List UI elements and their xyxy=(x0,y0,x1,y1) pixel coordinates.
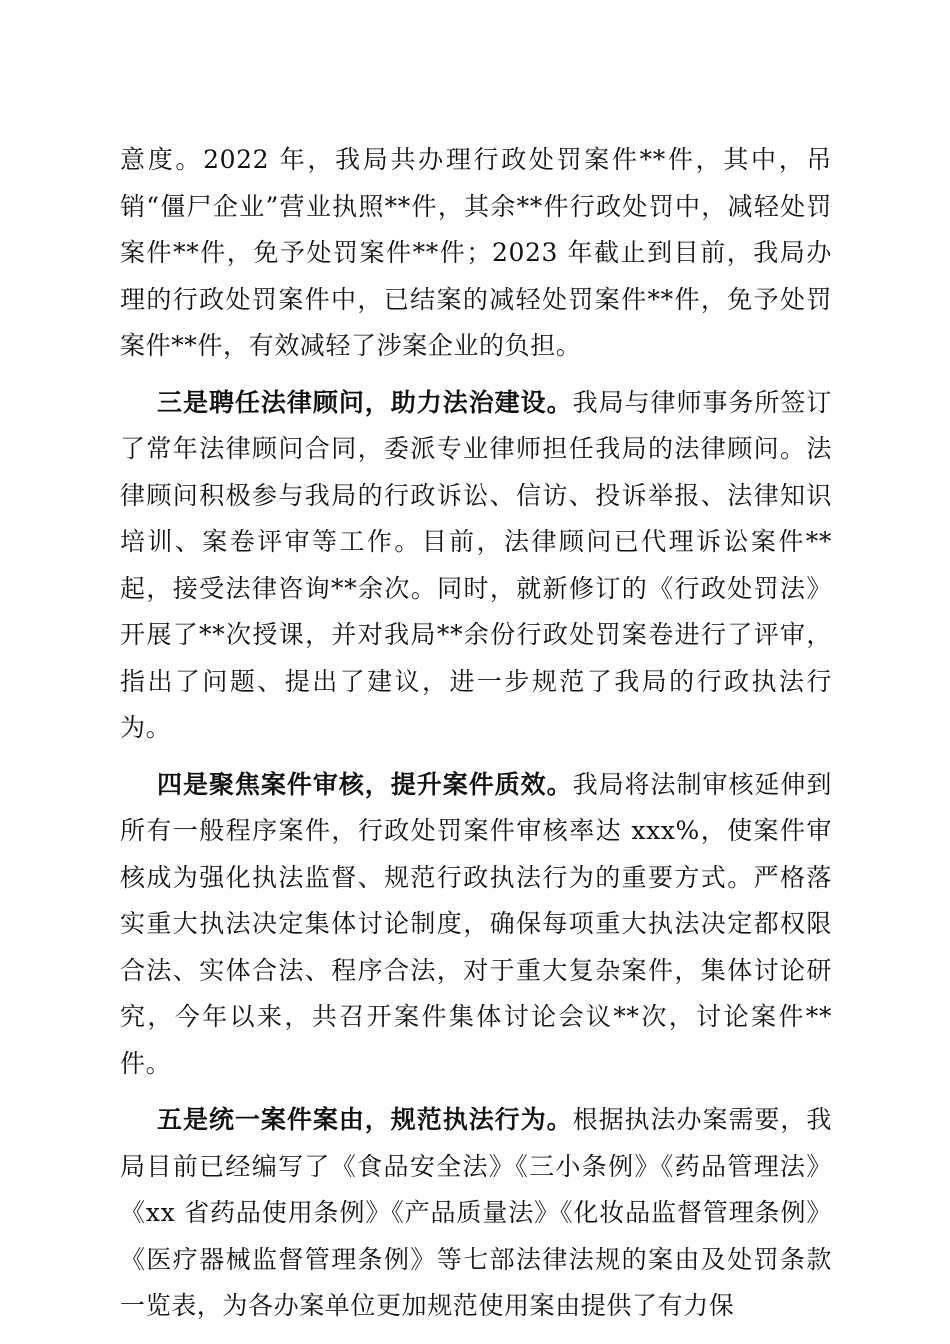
paragraph-text: 根据执法办案需要，我局目前已经编写了《食品安全法》《三小条例》《药品管理法》《xx 省药品使用条例》《产品质量法》《化妆品监督管理条例》《医疗器械监督管理条例》等七部法律法规的案由及处罚条款一览表，为各办案单位更加规范使用案由提供了有力保 xyxy=(120,1105,832,1320)
paragraph-text: 意度。2022 年，我局共办理行政处罚案件**件，其中，吊销“僵尸企业”营业执照**件，其余**件行政处罚中，减轻处罚案件**件，免予处罚案件**件；2023 年截止到目前，我局办理的行政处罚案件中，已结案的减轻处罚案件**件，免予处罚案件**件，有效减轻了涉案企业的负担。 xyxy=(120,145,832,360)
paragraph-case-causes xyxy=(120,1097,832,1330)
paragraph-text: 我局与律师事务所签订了常年法律顾问合同，委派专业律师担任我局的法律顾问。法律顾问积极参与我局的行政诉讼、信访、投诉举报、法律知识培训、案卷评审等工作。目前，法律顾问已代理诉讼案件**起，接受法律咨询**余次。同时，就新修订的《行政处罚法》开展了**次授课，并对我局**余份行政处罚案卷进行了评审，指出了问题、提出了建议，进一步规范了我局的行政执法行为。 xyxy=(120,387,832,742)
paragraph-continuation xyxy=(120,137,832,370)
document-body xyxy=(120,137,832,1340)
paragraph-heading: 五是统一案件案由，规范执法行为。 xyxy=(157,1105,573,1134)
paragraph-text: 我局将法制审核延伸到所有一般程序案件，行政处罚案件审核率达 xxx%，使案件审核成为强化执法监督、规范行政执法行为的重要方式。严格落实重大执法决定集体讨论制度，确保每项重大执法决定都权限合法、实体合法、程序合法，对于重大复杂案件，集体讨论研究，今年以来，共召开案件集体讨论会议**次，讨论案件**件。 xyxy=(120,769,832,1078)
paragraph-case-review xyxy=(120,762,832,1088)
paragraph-heading: 四是聚焦案件审核，提升案件质效。 xyxy=(157,769,573,799)
paragraph-legal-advisor xyxy=(120,380,832,752)
paragraph-heading: 三是聘任法律顾问，助力法治建设。 xyxy=(157,387,573,417)
